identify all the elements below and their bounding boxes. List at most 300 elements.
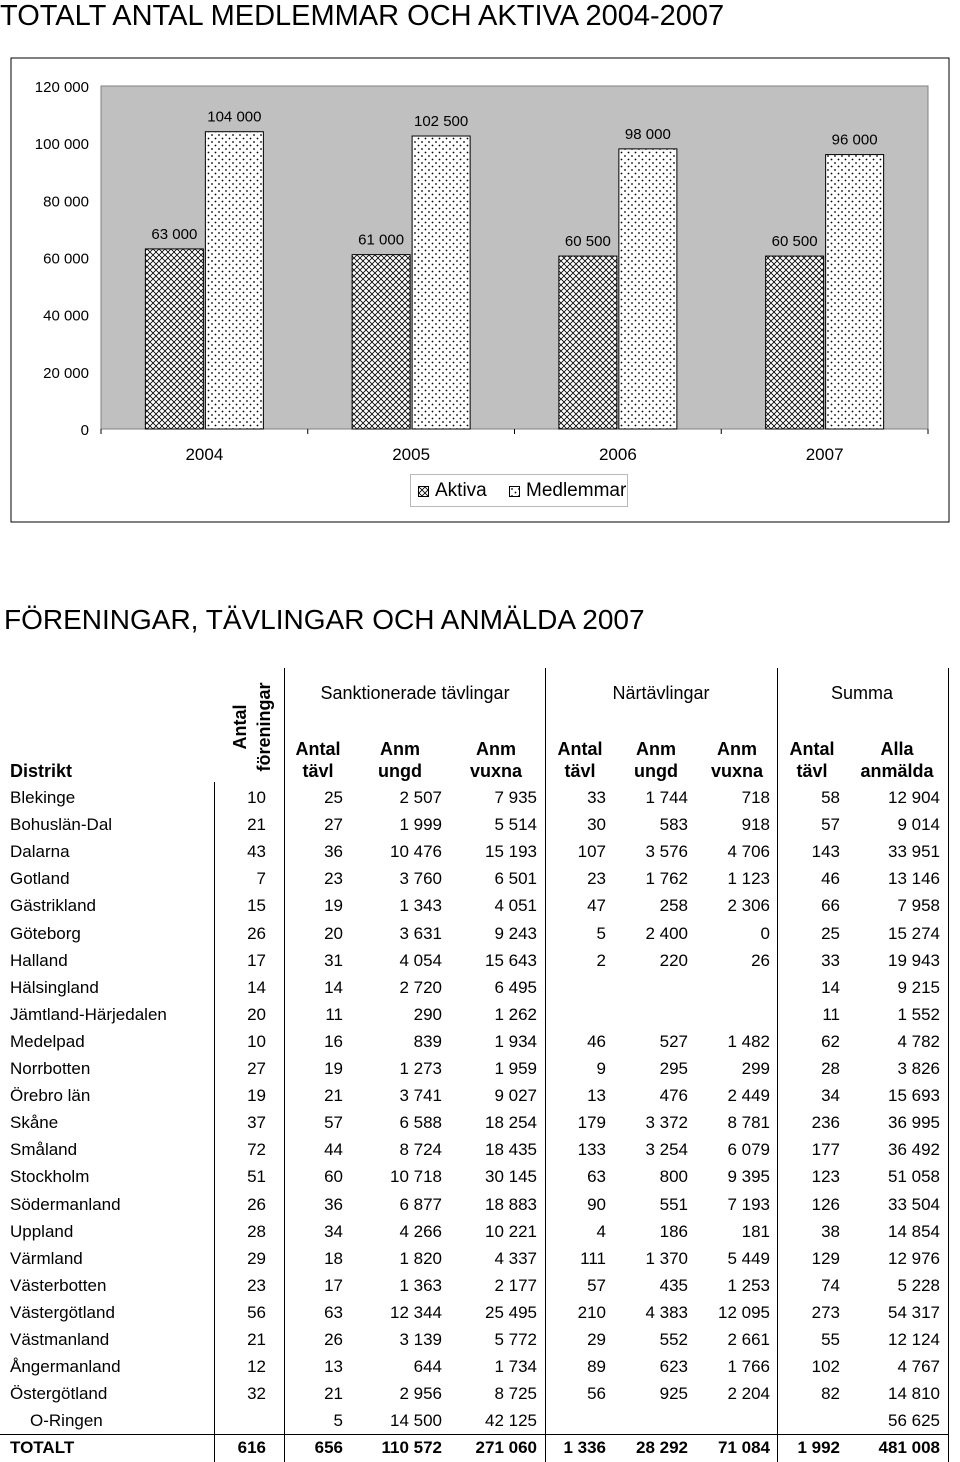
col-header (767, 738, 857, 782)
col-header-line: Antal (295, 739, 341, 759)
cell-value: 31 (324, 950, 343, 970)
cell-value: 25 (821, 923, 840, 943)
y-tick-label: 100 000 (34, 136, 89, 154)
cell-value: 29 (247, 1248, 266, 1268)
table-row (0, 1299, 960, 1326)
cell-value: 57 (587, 1275, 606, 1295)
cell-value: 925 (659, 1384, 688, 1404)
cell-value: 616 (237, 1438, 266, 1458)
table-row (0, 892, 960, 919)
x-tick-label: 2006 (598, 445, 637, 464)
cell-value: 2 400 (645, 923, 688, 943)
cell-value: 12 (247, 1357, 266, 1377)
district-name: Blekinge (10, 788, 76, 807)
cell-value: 295 (659, 1059, 688, 1078)
col-header-line: Alla (880, 739, 914, 759)
cell-value: 4 383 (645, 1302, 688, 1322)
district-name: Göteborg (10, 923, 81, 943)
legend-label-aktiva: Aktiva (435, 480, 487, 501)
cell-value: 4 (596, 1221, 606, 1241)
col-header-line: vuxna (469, 761, 523, 781)
cell-value: 90 (587, 1194, 606, 1214)
cell-value: 1 820 (399, 1248, 442, 1268)
table-row (0, 1055, 960, 1082)
cell-value: 0 (760, 923, 770, 943)
cell-value: 481 008 (878, 1438, 940, 1458)
cell-value: 3 576 (645, 842, 688, 862)
district-name: Gotland (10, 869, 70, 889)
cell-value: 918 (741, 815, 770, 835)
cell-value: 718 (741, 788, 770, 807)
cell-value: 10 476 (390, 842, 442, 862)
bar-value-label: 61 000 (358, 231, 405, 249)
cell-value: 15 193 (485, 842, 537, 862)
cell-value: 55 (821, 1330, 840, 1349)
table-row (0, 784, 960, 811)
cell-value: 19 (247, 1086, 266, 1106)
cell-value: 111 (580, 1248, 606, 1268)
cell-value: 2 661 (727, 1330, 770, 1349)
cell-value: 63 (587, 1167, 606, 1187)
col-header (355, 738, 445, 782)
cell-value: 2 204 (727, 1384, 770, 1404)
cell-value: 23 (587, 869, 606, 889)
table-row (0, 1136, 960, 1163)
cell-value: 17 (324, 1275, 343, 1295)
cell-value: 5 228 (897, 1275, 940, 1295)
cell-value: 4 054 (399, 950, 442, 970)
district-name: Norrbotten (10, 1059, 91, 1078)
table-total-row (0, 1434, 960, 1461)
legend-label-medlemmar: Medlemmar (526, 480, 627, 501)
cell-value: 46 (587, 1031, 606, 1051)
y-tick-label: 40 000 (43, 307, 89, 325)
cell-value: 15 274 (888, 923, 940, 943)
col-header (611, 738, 701, 782)
cell-value: 5 514 (494, 815, 537, 835)
bar-value-label: 104 000 (207, 108, 262, 126)
cell-value: 6 501 (494, 869, 537, 889)
cell-value: 102 (811, 1357, 840, 1377)
district-name: Västergötland (10, 1302, 115, 1322)
cell-value: 57 (821, 815, 840, 835)
table-row (0, 1218, 960, 1245)
cell-value: 9 243 (494, 923, 537, 943)
cell-value: 133 (577, 1140, 606, 1160)
table-row (0, 1191, 960, 1218)
cell-value: 46 (821, 869, 840, 889)
cell-value: 1 959 (494, 1059, 537, 1078)
cell-value: 37 (247, 1113, 266, 1133)
col-header (273, 738, 363, 782)
col-header-line: tävl (796, 761, 828, 781)
legend-swatch-aktiva (418, 486, 429, 497)
cell-value: 63 (324, 1302, 343, 1322)
cell-value: 18 254 (485, 1113, 537, 1133)
cell-value: 3 372 (645, 1113, 688, 1133)
cell-value: 1 482 (727, 1031, 770, 1051)
cell-value: 2 956 (399, 1384, 442, 1404)
table-row (0, 1163, 960, 1190)
table-row (0, 1082, 960, 1109)
cell-value: 23 (247, 1275, 266, 1295)
bar-chart (0, 0, 960, 540)
rotated-header-line-2: föreningar (254, 682, 274, 772)
col-header-line: Anm (717, 739, 757, 759)
table-row (0, 974, 960, 1001)
table-row (0, 1380, 960, 1407)
cell-value: 27 (247, 1059, 266, 1078)
y-tick-label: 60 000 (43, 250, 89, 268)
cell-value: 299 (741, 1059, 770, 1078)
cell-value: 16 (324, 1031, 343, 1051)
district-name: Halland (10, 950, 68, 970)
cell-value: 21 (247, 815, 266, 835)
cell-value: 15 693 (888, 1086, 940, 1106)
col-header-line: tävl (564, 761, 596, 781)
district-name: Uppland (10, 1221, 74, 1241)
cell-value: 30 (587, 815, 606, 835)
cell-value: 143 (811, 842, 840, 862)
cell-value: 36 (324, 1194, 343, 1214)
bar-aktiva-2006 (559, 256, 617, 429)
cell-value: 15 643 (485, 950, 537, 970)
cell-value: 36 (324, 842, 343, 862)
cell-value: 25 495 (485, 1302, 537, 1322)
district-name: Gästrikland (10, 896, 96, 916)
cell-value: 33 (587, 788, 606, 807)
cell-value: 89 (587, 1357, 606, 1377)
table-row (0, 1001, 960, 1028)
district-header: Distrikt (10, 761, 73, 781)
table-row (0, 947, 960, 974)
cell-value: 476 (659, 1086, 688, 1106)
cell-value: 8 724 (399, 1140, 442, 1160)
cell-value: 4 337 (494, 1248, 537, 1268)
cell-value: 2 720 (399, 977, 442, 997)
bar-aktiva-2005 (352, 255, 410, 429)
cell-value: 4 706 (727, 842, 770, 862)
table-row (0, 1272, 960, 1299)
cell-value: 839 (413, 1031, 442, 1051)
cell-value: 1 999 (399, 815, 442, 835)
district-name: Södermanland (10, 1194, 121, 1214)
cell-value: 72 (247, 1140, 266, 1160)
cell-value: 33 951 (888, 842, 940, 862)
cell-value: 5 772 (494, 1330, 537, 1349)
cell-value: 9 027 (494, 1086, 537, 1106)
cell-value: 32 (247, 1384, 266, 1404)
y-tick-label: 80 000 (43, 193, 89, 211)
bar-value-label: 60 500 (771, 233, 818, 251)
cell-value: 33 504 (888, 1194, 940, 1214)
cell-value: 10 (247, 1031, 266, 1051)
col-header-line: ungd (634, 761, 678, 781)
cell-value: 7 958 (897, 896, 940, 916)
page-title: TOTALT ANTAL MEDLEMMAR OCH AKTIVA 2004-2007 (0, 0, 725, 32)
group-header-sanktionerade: Sanktionerade tävlingar (320, 683, 510, 703)
cell-value: 21 (247, 1330, 266, 1349)
district-name: TOTALT (10, 1438, 75, 1458)
cell-value: 6 877 (399, 1194, 442, 1214)
cell-value: 123 (811, 1167, 840, 1187)
cell-value: 43 (247, 842, 266, 862)
cell-value: 236 (811, 1113, 840, 1133)
cell-value: 12 124 (888, 1330, 940, 1349)
cell-value: 1 734 (494, 1357, 537, 1377)
cell-value: 56 (247, 1302, 266, 1322)
cell-value: 6 079 (727, 1140, 770, 1160)
cell-value: 19 (324, 1059, 343, 1078)
chart-legend (410, 474, 628, 507)
cell-value: 36 995 (888, 1113, 940, 1133)
col-header-line: ungd (378, 761, 422, 781)
y-tick-label: 120 000 (34, 79, 89, 96)
cell-value: 56 (587, 1384, 606, 1404)
district-name: O-Ringen (30, 1411, 103, 1431)
cell-value: 271 060 (475, 1438, 537, 1458)
cell-value: 33 (821, 950, 840, 970)
cell-value: 25 (324, 788, 343, 807)
cell-value: 26 (247, 1194, 266, 1214)
table-row (0, 1407, 960, 1434)
table-row (0, 811, 960, 838)
cell-value: 60 (324, 1167, 343, 1187)
group-header-nartavlingar: Närtävlingar (612, 683, 710, 703)
cell-value: 3 254 (645, 1140, 688, 1160)
district-name: Östergötland (10, 1384, 108, 1404)
cell-value: 4 782 (897, 1031, 940, 1051)
cell-value: 21 (324, 1086, 343, 1106)
cell-value: 54 317 (888, 1302, 940, 1322)
legend-swatch-medlemmar (509, 486, 520, 497)
cell-value: 8 725 (494, 1384, 537, 1404)
col-header-line: Antal (557, 739, 603, 759)
cell-value: 13 (587, 1086, 606, 1106)
cell-value: 551 (659, 1194, 688, 1214)
cell-value: 179 (577, 1113, 606, 1133)
district-name: Skåne (10, 1113, 59, 1133)
district-name: Bohuslän-Dal (10, 815, 113, 835)
x-tick-label: 2007 (805, 445, 844, 464)
cell-value: 26 (751, 950, 770, 970)
cell-value: 13 (324, 1357, 343, 1377)
cell-value: 12 344 (390, 1302, 442, 1322)
cell-value: 210 (577, 1302, 606, 1322)
col-header-line: Anm (636, 739, 676, 759)
bar-value-label: 98 000 (624, 125, 671, 143)
cell-value: 15 (247, 896, 266, 916)
cell-value: 2 177 (494, 1275, 537, 1295)
table-row (0, 1353, 960, 1380)
cell-value: 1 262 (494, 1004, 537, 1024)
cell-value: 14 (324, 977, 343, 997)
cell-value: 38 (821, 1221, 840, 1241)
cell-value: 18 883 (485, 1194, 537, 1214)
cell-value: 4 266 (399, 1221, 442, 1241)
cell-value: 6 495 (494, 977, 537, 997)
cell-value: 1 766 (727, 1357, 770, 1377)
table-row (0, 1326, 960, 1353)
cell-value: 44 (324, 1140, 343, 1160)
cell-value: 28 (821, 1059, 840, 1078)
cell-value: 7 (256, 869, 266, 889)
cell-value: 51 058 (888, 1167, 940, 1187)
cell-value: 19 (324, 896, 343, 916)
col-header-line: tävl (302, 761, 334, 781)
cell-value: 47 (587, 896, 606, 916)
cell-value: 4 051 (494, 896, 537, 916)
district-name: Västmanland (10, 1330, 110, 1349)
x-tick-label: 2005 (392, 445, 431, 464)
district-name: Stockholm (10, 1167, 90, 1187)
district-name: Hälsingland (10, 977, 99, 997)
cell-value: 2 507 (399, 788, 442, 807)
cell-value: 82 (821, 1384, 840, 1404)
cell-value: 27 (324, 815, 343, 835)
cell-value: 57 (324, 1113, 343, 1133)
cell-value: 177 (811, 1140, 840, 1160)
cell-value: 7 193 (727, 1194, 770, 1214)
table-row (0, 1028, 960, 1055)
district-name: Västerbotten (10, 1275, 107, 1295)
cell-value: 273 (811, 1302, 840, 1322)
cell-value: 14 (821, 977, 840, 997)
table-row (0, 1245, 960, 1272)
cell-value: 1 992 (797, 1438, 840, 1458)
cell-value: 5 (333, 1411, 343, 1431)
col-header-line: Anm (476, 739, 516, 759)
cell-value: 129 (811, 1248, 840, 1268)
table-row (0, 920, 960, 947)
cell-value: 34 (821, 1086, 840, 1106)
cell-value: 18 435 (485, 1140, 537, 1160)
cell-value: 10 221 (485, 1221, 537, 1241)
cell-value: 26 (247, 923, 266, 943)
cell-value: 74 (821, 1275, 840, 1295)
cell-value: 181 (741, 1221, 770, 1241)
district-name: Örebro län (10, 1086, 91, 1106)
rotated-header-line-1: Antal (230, 704, 250, 750)
cell-value: 3 631 (399, 923, 442, 943)
cell-value: 1 343 (399, 896, 442, 916)
cell-value: 2 449 (727, 1086, 770, 1106)
cell-value: 62 (821, 1031, 840, 1051)
cell-value: 1 336 (563, 1438, 606, 1458)
cell-value: 9 014 (897, 815, 940, 835)
district-name: Värmland (10, 1248, 83, 1268)
cell-value: 21 (324, 1384, 343, 1404)
cell-value: 19 943 (888, 950, 940, 970)
bar-value-label: 63 000 (151, 225, 198, 243)
table-row (0, 1109, 960, 1136)
cell-value: 28 (247, 1221, 266, 1241)
cell-value: 1 744 (645, 788, 688, 807)
cell-value: 800 (659, 1167, 688, 1187)
cell-value: 126 (811, 1194, 840, 1214)
cell-value: 3 760 (399, 869, 442, 889)
cell-value: 26 (324, 1330, 343, 1349)
cell-value: 34 (324, 1221, 343, 1241)
cell-value: 9 395 (727, 1167, 770, 1187)
cell-value: 8 781 (727, 1113, 770, 1133)
cell-value: 12 095 (718, 1302, 770, 1322)
col-header-line: anmälda (860, 761, 934, 781)
cell-value: 290 (413, 1004, 442, 1024)
cell-value: 56 625 (888, 1411, 940, 1431)
cell-value: 12 904 (888, 788, 940, 807)
cell-value: 527 (659, 1031, 688, 1051)
bar-aktiva-2004 (145, 249, 203, 429)
bar-medlemmar-2007 (826, 155, 884, 429)
cell-value: 9 (596, 1059, 606, 1078)
cell-value: 9 215 (897, 977, 940, 997)
district-name: Medelpad (10, 1031, 85, 1051)
cell-value: 13 146 (888, 869, 940, 889)
district-name: Dalarna (10, 842, 70, 862)
col-header-line: Anm (380, 739, 420, 759)
cell-value: 186 (659, 1221, 688, 1241)
cell-value: 17 (247, 950, 266, 970)
cell-value: 30 145 (485, 1167, 537, 1187)
cell-value: 20 (247, 1004, 266, 1024)
district-name: Jämtland-Härjedalen (10, 1004, 167, 1024)
cell-value: 623 (659, 1357, 688, 1377)
cell-value: 4 767 (897, 1357, 940, 1377)
cell-value: 58 (821, 788, 840, 807)
cell-value: 14 500 (390, 1411, 442, 1431)
bar-medlemmar-2004 (205, 132, 263, 429)
cell-value: 12 976 (888, 1248, 940, 1268)
bar-value-label: 102 500 (414, 113, 469, 131)
cell-value: 10 718 (390, 1167, 442, 1187)
cell-value: 1 370 (645, 1248, 688, 1268)
cell-value: 14 810 (888, 1384, 940, 1404)
cell-value: 258 (659, 896, 688, 916)
cell-value: 7 935 (494, 788, 537, 807)
cell-value: 220 (659, 950, 688, 970)
col-header (451, 738, 541, 782)
cell-value: 66 (821, 896, 840, 916)
cell-value: 10 (247, 788, 266, 807)
cell-value: 11 (822, 1004, 840, 1024)
x-tick-label: 2004 (185, 445, 224, 464)
table-row (0, 865, 960, 892)
col-header-line: Antal (789, 739, 835, 759)
bar-medlemmar-2005 (412, 136, 470, 429)
cell-value: 644 (413, 1357, 442, 1377)
cell-value: 6 588 (399, 1113, 442, 1133)
bar-medlemmar-2006 (619, 149, 677, 429)
district-name: Ångermanland (10, 1357, 121, 1377)
bar-value-label: 60 500 (564, 233, 611, 251)
cell-value: 14 854 (888, 1221, 940, 1241)
cell-value: 20 (324, 923, 343, 943)
cell-value: 1 253 (727, 1275, 770, 1295)
cell-value: 1 273 (399, 1059, 442, 1078)
district-name: Småland (10, 1140, 78, 1160)
cell-value: 71 084 (718, 1438, 770, 1458)
y-tick-label: 0 (80, 422, 89, 439)
cell-value: 1 552 (897, 1004, 940, 1024)
cell-value: 3 741 (399, 1086, 442, 1106)
cell-value: 1 363 (399, 1275, 442, 1295)
cell-value: 14 (247, 977, 266, 997)
bar-value-label: 96 000 (831, 131, 878, 149)
cell-value: 1 934 (494, 1031, 537, 1051)
col-header-line: vuxna (710, 761, 764, 781)
cell-value: 3 826 (897, 1059, 940, 1078)
